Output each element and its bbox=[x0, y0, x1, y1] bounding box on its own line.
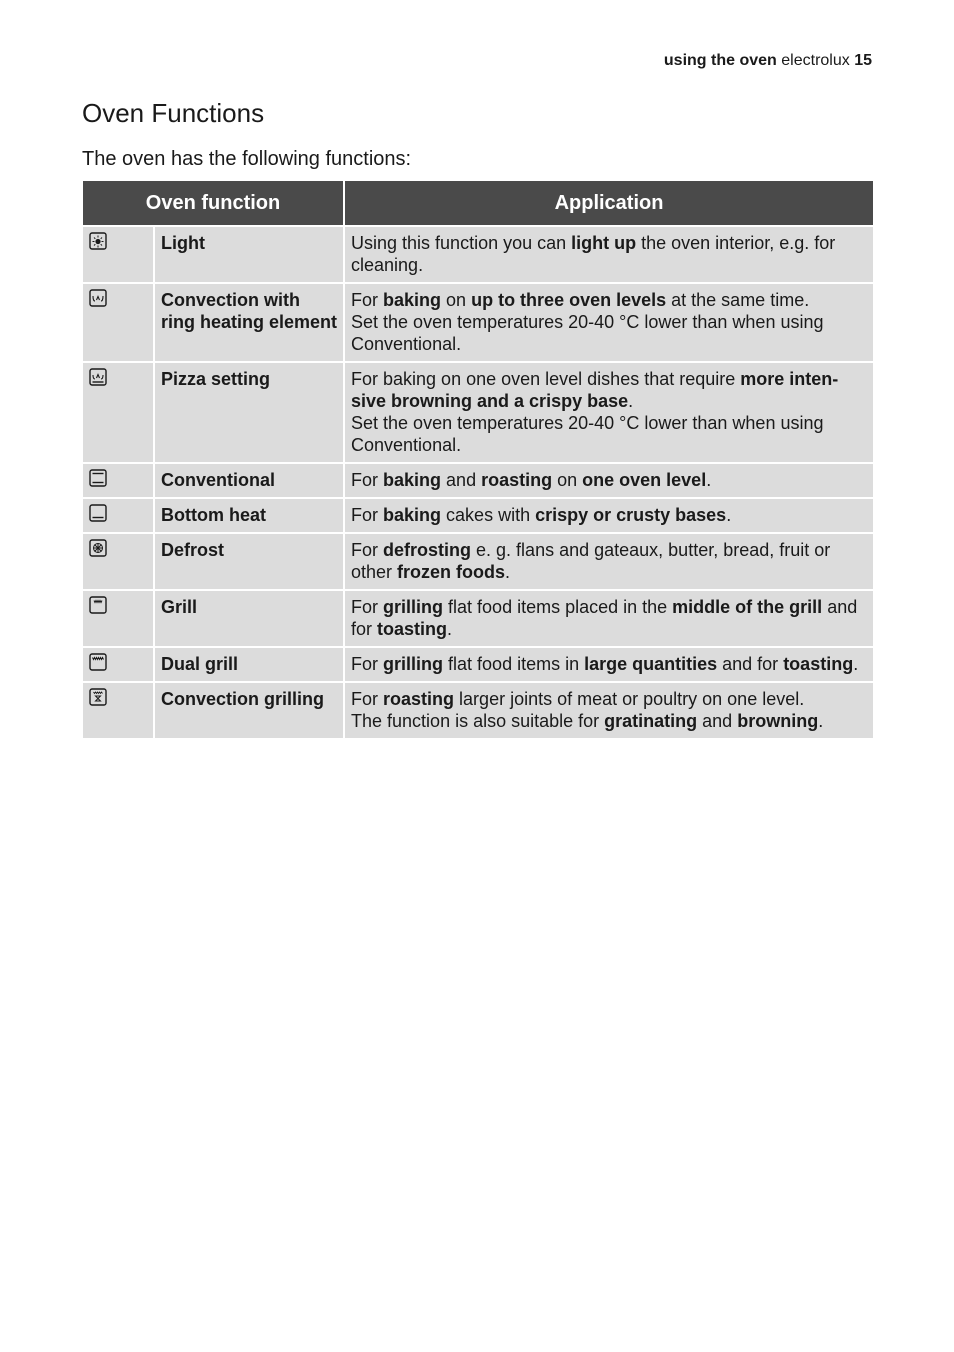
application-text: Set the oven temperatures 20-40 °C lower than when using Conventional. bbox=[351, 312, 824, 354]
table-row bbox=[82, 283, 874, 362]
function-application bbox=[344, 498, 874, 533]
function-icon-cell bbox=[82, 647, 154, 682]
application-emphasis: middle of the grill bbox=[672, 597, 823, 617]
conventional-icon bbox=[89, 469, 107, 487]
page-title: Oven Functions bbox=[82, 98, 265, 128]
table-row bbox=[82, 498, 874, 533]
brand-name: electrolux bbox=[781, 52, 850, 69]
application-emphasis: defrosting bbox=[383, 540, 472, 560]
application-text: . bbox=[447, 619, 453, 639]
function-application bbox=[344, 226, 874, 283]
function-application bbox=[344, 283, 874, 362]
function-application bbox=[344, 463, 874, 498]
application-text: on bbox=[441, 290, 472, 310]
application-text: . bbox=[505, 562, 511, 582]
application-text: larger joints of meat or poultry on one level. bbox=[454, 689, 805, 709]
application-text: at the same time. bbox=[666, 290, 810, 310]
application-emphasis: roasting bbox=[383, 689, 455, 709]
pizza-setting-icon bbox=[89, 368, 107, 386]
application-emphasis: browning bbox=[737, 711, 819, 731]
application-emphasis: grilling bbox=[383, 654, 444, 674]
application-text: . bbox=[706, 470, 712, 490]
function-icon-cell bbox=[82, 283, 154, 362]
function-name: Defrost bbox=[154, 533, 344, 590]
dual-grill-icon bbox=[89, 653, 107, 671]
function-name: Light bbox=[154, 226, 344, 283]
function-icon-cell bbox=[82, 226, 154, 283]
function-name: Bottom heat bbox=[154, 498, 344, 533]
application-text: For bbox=[351, 597, 384, 617]
function-application bbox=[344, 590, 874, 647]
function-icon-cell bbox=[82, 590, 154, 647]
application-emphasis: baking bbox=[383, 470, 442, 490]
convection-ring-icon bbox=[89, 289, 107, 307]
convection-grilling-icon bbox=[89, 688, 107, 706]
oven-functions-table bbox=[81, 179, 875, 740]
application-text: e. g. flans and gateaux, butter, bread, fruit or other bbox=[351, 540, 831, 582]
application-text: and for bbox=[717, 654, 784, 674]
header-application: Application bbox=[344, 180, 874, 226]
function-name: Convection grilling bbox=[154, 682, 344, 739]
application-emphasis: baking bbox=[383, 505, 442, 525]
application-text: the oven interior, e.g. for cleaning. bbox=[351, 233, 836, 275]
application-text: For bbox=[351, 470, 384, 490]
application-text: . bbox=[853, 654, 859, 674]
grill-icon bbox=[89, 596, 107, 614]
application-text: on bbox=[552, 470, 583, 490]
application-emphasis: large quantities bbox=[584, 654, 718, 674]
application-emphasis: grilling bbox=[383, 597, 444, 617]
table-row bbox=[82, 590, 874, 647]
function-icon-cell bbox=[82, 362, 154, 463]
application-emphasis: toasting bbox=[377, 619, 448, 639]
application-text: . bbox=[818, 711, 824, 731]
function-icon-cell bbox=[82, 463, 154, 498]
application-text: Using this function you can bbox=[351, 233, 572, 253]
function-icon-cell bbox=[82, 533, 154, 590]
application-text: flat food items in bbox=[443, 654, 585, 674]
header-oven-function: Oven function bbox=[82, 180, 344, 226]
function-name: Grill bbox=[154, 590, 344, 647]
section-name: using the oven bbox=[663, 52, 777, 69]
function-name: Dual grill bbox=[154, 647, 344, 682]
function-icon-cell bbox=[82, 682, 154, 739]
application-emphasis: light up bbox=[571, 233, 637, 253]
application-text: cakes with bbox=[441, 505, 536, 525]
application-text: For bbox=[351, 290, 384, 310]
application-text: The function is also suitable for bbox=[351, 711, 605, 731]
application-text: . bbox=[726, 505, 732, 525]
running-head bbox=[664, 52, 872, 70]
table-row bbox=[82, 533, 874, 590]
application-text: and bbox=[697, 711, 738, 731]
application-text: For bbox=[351, 689, 384, 709]
application-text: For bbox=[351, 654, 384, 674]
function-application bbox=[344, 362, 874, 463]
application-emphasis: roasting bbox=[481, 470, 553, 490]
application-text: and for bbox=[351, 597, 858, 639]
application-text: For bbox=[351, 505, 384, 525]
defrost-icon bbox=[89, 539, 107, 557]
application-text: Set the oven temperatures 20-40 °C lower than when using Conventional. bbox=[351, 413, 824, 455]
function-name: Conventional bbox=[154, 463, 344, 498]
table-row bbox=[82, 226, 874, 283]
application-emphasis: toasting bbox=[783, 654, 854, 674]
function-name: Pizza setting bbox=[154, 362, 344, 463]
bottom-heat-icon bbox=[89, 504, 107, 522]
table-row bbox=[82, 647, 874, 682]
application-emphasis: frozen foods bbox=[397, 562, 506, 582]
light-icon bbox=[89, 232, 107, 250]
function-application bbox=[344, 647, 874, 682]
table-header-row bbox=[82, 180, 874, 226]
application-emphasis: one oven level bbox=[582, 470, 707, 490]
intro-text: The oven has the following functions: bbox=[82, 148, 412, 170]
application-emphasis: up to three oven levels bbox=[471, 290, 667, 310]
function-name: Convection with ring heating element bbox=[154, 283, 344, 362]
application-text: flat food items placed in the bbox=[443, 597, 673, 617]
table-row bbox=[82, 682, 874, 739]
function-application bbox=[344, 533, 874, 590]
table-row bbox=[82, 463, 874, 498]
table-row bbox=[82, 362, 874, 463]
application-text: and bbox=[441, 470, 482, 490]
application-emphasis: crispy or crusty bases bbox=[535, 505, 727, 525]
application-text: For baking on one oven level dishes that require bbox=[351, 369, 741, 389]
application-emphasis: more intensive browning and a crispy base bbox=[351, 369, 839, 411]
application-emphasis: gratinating bbox=[604, 711, 698, 731]
page-number: 15 bbox=[854, 52, 872, 69]
application-text: . bbox=[628, 391, 634, 411]
application-text: For bbox=[351, 540, 384, 560]
application-emphasis: baking bbox=[383, 290, 442, 310]
function-application bbox=[344, 682, 874, 739]
function-icon-cell bbox=[82, 498, 154, 533]
